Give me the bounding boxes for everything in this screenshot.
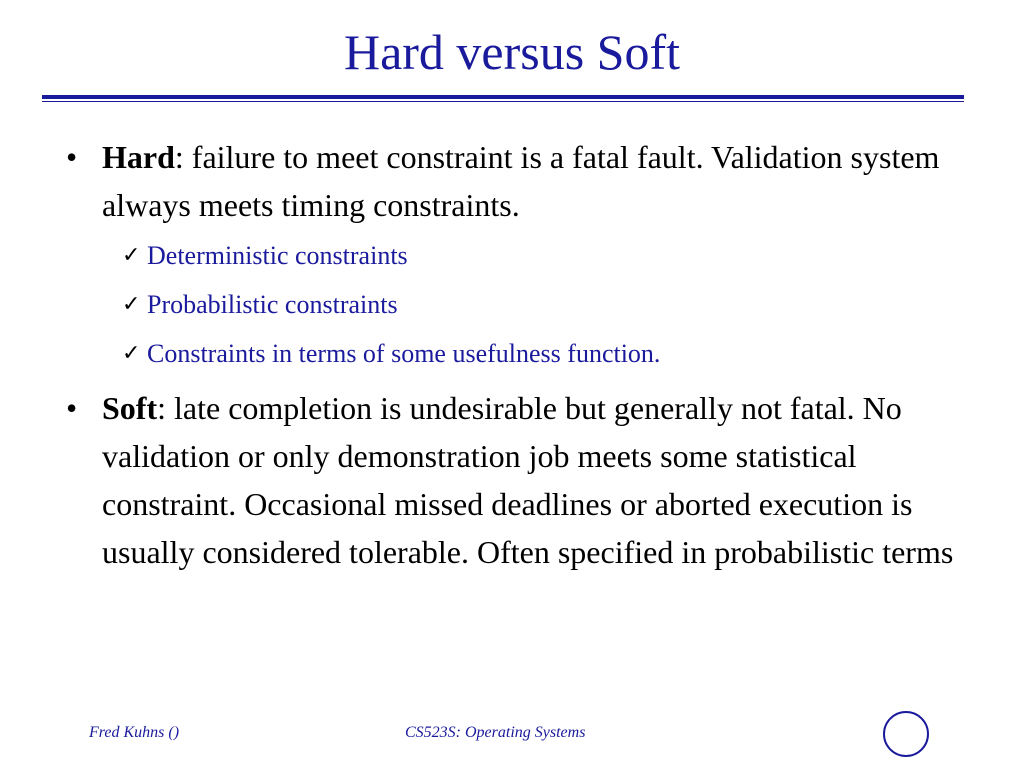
bullet-dot-icon: • [66, 139, 78, 175]
bullet-text-soft: : late completion is undesirable but generally not fatal. No validation or only demonstration job meets some statistical constraint. Occasional missed deadlines or aborted execution is usually considered tolerable. Often specified in probabilistic terms [102, 390, 954, 570]
sub-item-label: Probabilistic constraints [147, 290, 398, 319]
bullet-soft [60, 384, 960, 576]
title-divider-thick [42, 95, 964, 99]
check-icon: ✓ [122, 341, 141, 366]
sub-item-probabilistic [102, 280, 960, 329]
footer-author: Fred Kuhns () [89, 724, 180, 741]
sub-item-usefulness [102, 329, 960, 378]
bullet-term-soft: Soft [102, 390, 158, 426]
check-icon: ✓ [122, 292, 141, 317]
bullet-list [60, 133, 960, 576]
sub-item-label: Constraints in terms of some usefulness function. [147, 339, 661, 368]
sub-item-deterministic [102, 231, 960, 280]
bullet-hard [60, 133, 960, 378]
sub-item-label: Deterministic constraints [147, 241, 408, 270]
sub-list-hard [102, 231, 960, 378]
bullet-term-hard: Hard [102, 139, 175, 175]
bullet-dot-icon: • [66, 390, 78, 426]
slide-title: Hard versus Soft [343, 24, 681, 80]
circle-logo-icon [883, 711, 929, 757]
footer-course: CS523S: Operating Systems [405, 724, 586, 741]
title-divider-thin [42, 101, 964, 102]
check-icon: ✓ [122, 243, 141, 268]
bullet-text-hard: : failure to meet constraint is a fatal fault. Validation system always meets timing constraints. [102, 139, 940, 223]
